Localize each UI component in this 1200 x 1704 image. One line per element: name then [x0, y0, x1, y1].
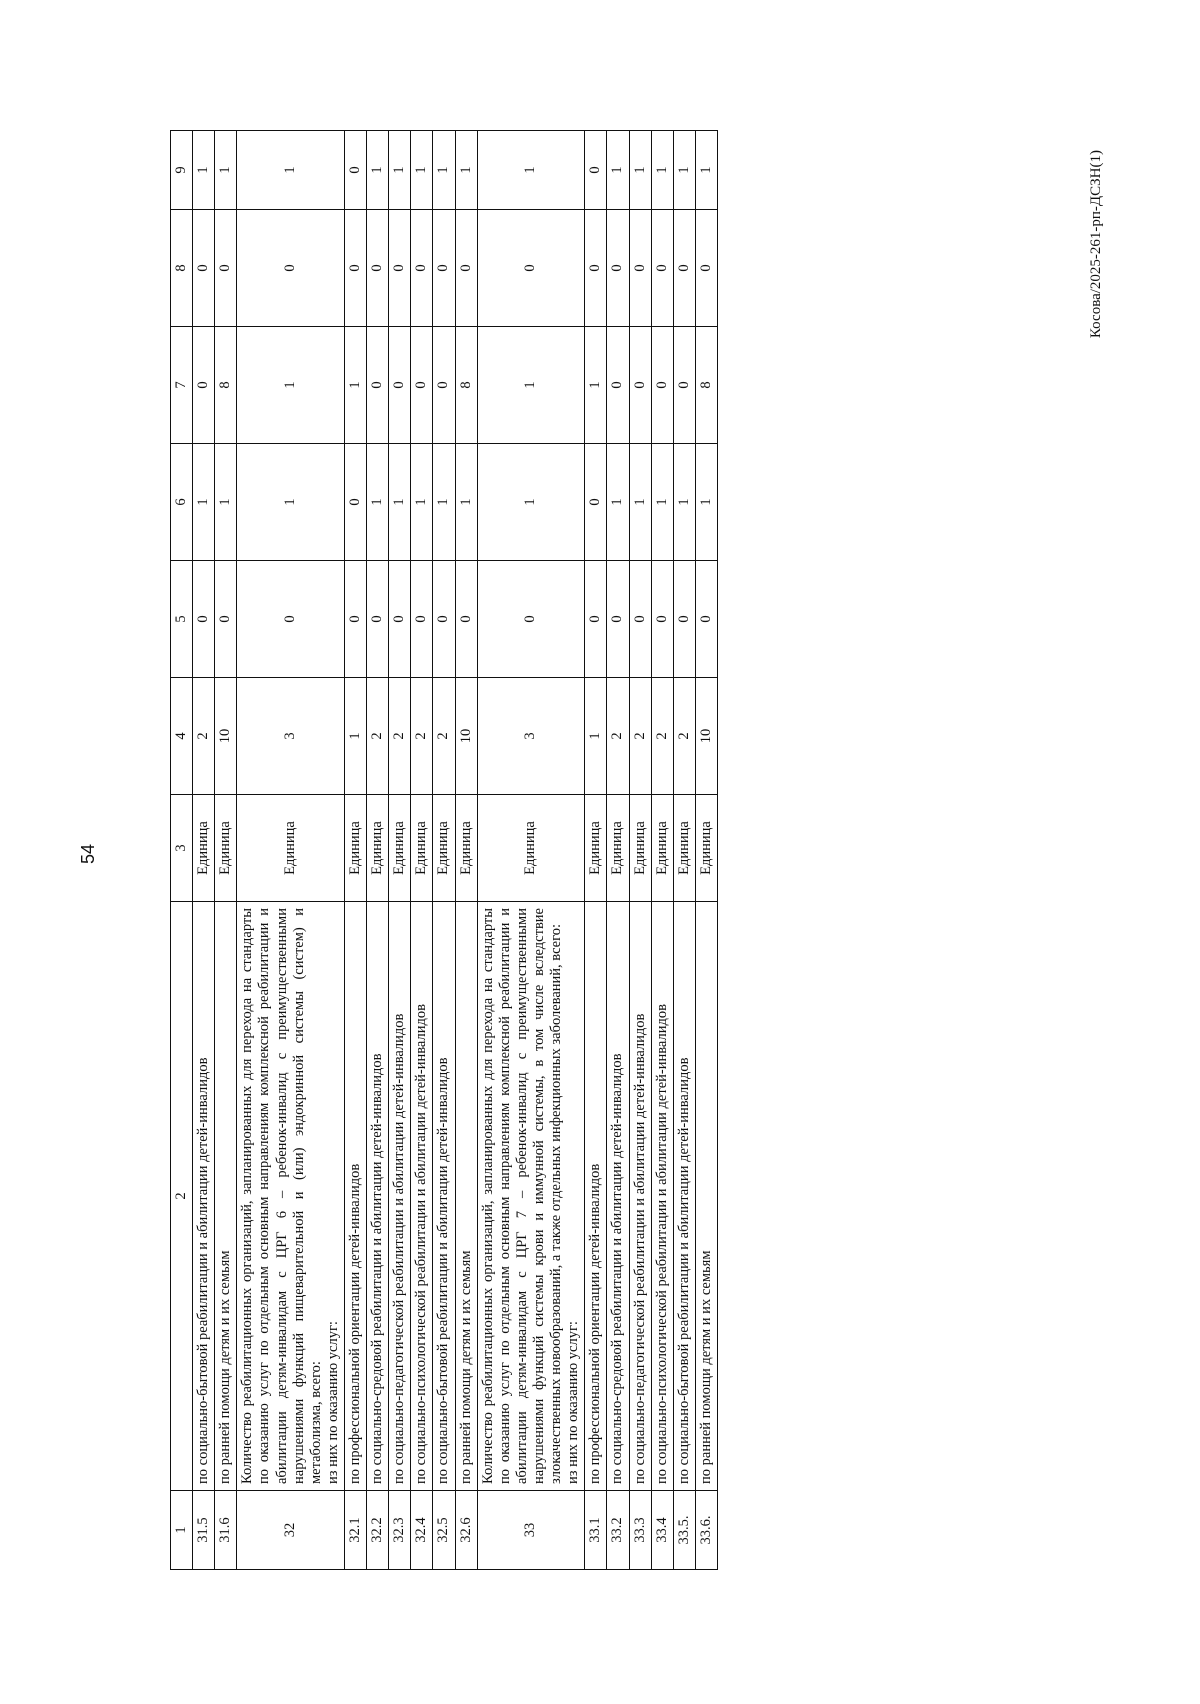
- description-cell: [215, 902, 237, 1491]
- value-cell-8: 0: [585, 210, 607, 327]
- value-cell-5: 0: [215, 561, 237, 678]
- value-cell-5: 0: [629, 561, 651, 678]
- value-cell-6: 1: [193, 444, 215, 561]
- value-cell-4: 2: [607, 678, 629, 795]
- value-cell-4: 2: [411, 678, 433, 795]
- table-row: [673, 131, 695, 1570]
- value-cell-4: 1: [344, 678, 366, 795]
- value-cell-7: 0: [433, 327, 455, 444]
- column-header-5: 5: [171, 561, 193, 678]
- value-cell-6: 1: [433, 444, 455, 561]
- value-cell-9: 0: [344, 131, 366, 210]
- value-cell-7: 0: [411, 327, 433, 444]
- value-cell-7: 8: [455, 327, 477, 444]
- value-cell-5: 0: [477, 561, 585, 678]
- value-cell-5: 0: [695, 561, 717, 678]
- unit-cell: Единица: [455, 795, 477, 902]
- row-number-cell: 33.4: [651, 1491, 673, 1570]
- unit-cell: Единица: [389, 795, 411, 902]
- value-cell-7: 0: [673, 327, 695, 444]
- value-cell-7: 0: [389, 327, 411, 444]
- value-cell-8: 0: [193, 210, 215, 327]
- unit-cell: Единица: [629, 795, 651, 902]
- value-cell-6: 1: [215, 444, 237, 561]
- value-cell-9: 1: [695, 131, 717, 210]
- value-cell-9: 1: [193, 131, 215, 210]
- value-cell-8: 0: [695, 210, 717, 327]
- value-cell-7: 0: [629, 327, 651, 444]
- description-text: Количество реабилитационных организаций, запланированных для перехода на стандарты по оказанию услуг по отдельным основным направлениям комплексной реабилитации и абилитации детям-инвалидам с ЦРГ 7 – ребенок-инвалид с преимущественными нарушениями функций системы крови и иммунной системы, в том числе вследствие злокачественных новообразований, а также отдельных инфекционных заболеваний, всего:: [479, 908, 565, 1484]
- value-cell-8: 0: [237, 210, 345, 327]
- description-cell: [455, 902, 477, 1491]
- row-number-cell: 32.6: [455, 1491, 477, 1570]
- value-cell-5: 0: [433, 561, 455, 678]
- unit-cell: Единица: [477, 795, 585, 902]
- value-cell-4: 2: [629, 678, 651, 795]
- table-row: [193, 131, 215, 1570]
- value-cell-8: 0: [389, 210, 411, 327]
- value-cell-6: 1: [411, 444, 433, 561]
- value-cell-8: 0: [367, 210, 389, 327]
- column-header-9: 9: [171, 131, 193, 210]
- description-text: по социально-бытовой реабилитации и абилитации детей-инвалидов: [435, 1057, 452, 1484]
- value-cell-8: 0: [673, 210, 695, 327]
- table-row: [607, 131, 629, 1570]
- description-text: по социально-психологической реабилитации и абилитации детей-инвалидов: [653, 1004, 670, 1484]
- page-number: 54: [78, 843, 98, 865]
- value-cell-6: 1: [607, 444, 629, 561]
- column-header-4: 4: [171, 678, 193, 795]
- value-cell-7: 8: [215, 327, 237, 444]
- description-subtext: из них по оказанию услуг:: [324, 1321, 341, 1484]
- value-cell-6: 1: [455, 444, 477, 561]
- value-cell-7: 0: [651, 327, 673, 444]
- description-text: по ранней помощи детям и их семьям: [697, 1250, 714, 1484]
- value-cell-6: 1: [477, 444, 585, 561]
- value-cell-5: 0: [673, 561, 695, 678]
- value-cell-8: 0: [477, 210, 585, 327]
- description-text: по социально-средовой реабилитации и абилитации детей-инвалидов: [369, 1053, 386, 1484]
- value-cell-8: 0: [411, 210, 433, 327]
- row-number-cell: 33.5.: [673, 1491, 695, 1570]
- unit-cell: Единица: [433, 795, 455, 902]
- value-cell-7: 0: [367, 327, 389, 444]
- value-cell-5: 0: [651, 561, 673, 678]
- description-text: по социально-средовой реабилитации и абилитации детей-инвалидов: [609, 1053, 626, 1484]
- description-text: по ранней помощи детям и их семьям: [217, 1250, 234, 1484]
- value-cell-9: 1: [433, 131, 455, 210]
- table-row: [455, 131, 477, 1570]
- table-row: [585, 131, 607, 1570]
- column-header-2: 2: [171, 902, 193, 1491]
- value-cell-5: 0: [193, 561, 215, 678]
- row-number-cell: 33.1: [585, 1491, 607, 1570]
- description-text: по социально-бытовой реабилитации и абилитации детей-инвалидов: [675, 1057, 692, 1484]
- row-number-cell: 31.5: [193, 1491, 215, 1570]
- table-row: [651, 131, 673, 1570]
- value-cell-6: 1: [651, 444, 673, 561]
- value-cell-6: 0: [344, 444, 366, 561]
- value-cell-4: 2: [367, 678, 389, 795]
- value-cell-8: 0: [433, 210, 455, 327]
- value-cell-9: 1: [673, 131, 695, 210]
- description-cell: [344, 902, 366, 1491]
- table-row: [344, 131, 366, 1570]
- value-cell-4: 2: [673, 678, 695, 795]
- row-number-cell: 33: [477, 1491, 585, 1570]
- table-body: [193, 131, 718, 1570]
- unit-cell: Единица: [585, 795, 607, 902]
- value-cell-8: 0: [629, 210, 651, 327]
- value-cell-9: 0: [585, 131, 607, 210]
- row-number-cell: 32: [237, 1491, 345, 1570]
- value-cell-5: 0: [585, 561, 607, 678]
- value-cell-8: 0: [215, 210, 237, 327]
- description-cell: [673, 902, 695, 1491]
- row-number-cell: 32.2: [367, 1491, 389, 1570]
- description-cell: [629, 902, 651, 1491]
- value-cell-6: 0: [585, 444, 607, 561]
- value-cell-6: 1: [629, 444, 651, 561]
- value-cell-4: 3: [237, 678, 345, 795]
- value-cell-4: 2: [193, 678, 215, 795]
- row-number-cell: 32.1: [344, 1491, 366, 1570]
- value-cell-9: 1: [411, 131, 433, 210]
- value-cell-5: 0: [389, 561, 411, 678]
- value-cell-7: 1: [585, 327, 607, 444]
- table-row: [411, 131, 433, 1570]
- description-text: по социально-педагогической реабилитации и абилитации детей-инвалидов: [391, 1013, 408, 1484]
- value-cell-6: 1: [389, 444, 411, 561]
- value-cell-4: 3: [477, 678, 585, 795]
- row-number-cell: 33.2: [607, 1491, 629, 1570]
- description-cell: [411, 902, 433, 1491]
- value-cell-7: 1: [237, 327, 345, 444]
- value-cell-5: 0: [411, 561, 433, 678]
- unit-cell: Единица: [607, 795, 629, 902]
- column-header-1: 1: [171, 1491, 193, 1570]
- value-cell-9: 1: [607, 131, 629, 210]
- value-cell-5: 0: [367, 561, 389, 678]
- description-cell: [367, 902, 389, 1491]
- value-cell-4: 1: [585, 678, 607, 795]
- unit-cell: Единица: [651, 795, 673, 902]
- value-cell-7: 1: [477, 327, 585, 444]
- value-cell-5: 0: [607, 561, 629, 678]
- description-text: по ранней помощи детям и их семьям: [457, 1250, 474, 1484]
- value-cell-4: 2: [651, 678, 673, 795]
- column-header-8: 8: [171, 210, 193, 327]
- value-cell-5: 0: [237, 561, 345, 678]
- value-cell-9: 1: [651, 131, 673, 210]
- unit-cell: Единица: [193, 795, 215, 902]
- value-cell-9: 1: [367, 131, 389, 210]
- table-row: [389, 131, 411, 1570]
- value-cell-9: 1: [389, 131, 411, 210]
- row-number-cell: 31.6: [215, 1491, 237, 1570]
- value-cell-4: 10: [215, 678, 237, 795]
- description-subtext: из них по оказанию услуг:: [565, 1321, 582, 1484]
- description-cell: [389, 902, 411, 1491]
- column-header-3: 3: [171, 795, 193, 902]
- value-cell-5: 0: [455, 561, 477, 678]
- unit-cell: Единица: [237, 795, 345, 902]
- value-cell-9: 1: [477, 131, 585, 210]
- row-number-cell: 32.4: [411, 1491, 433, 1570]
- row-number-cell: 33.3: [629, 1491, 651, 1570]
- value-cell-8: 0: [344, 210, 366, 327]
- table-header-row: [171, 131, 193, 1570]
- description-cell: [237, 902, 345, 1491]
- table-row: [367, 131, 389, 1570]
- table-row: [215, 131, 237, 1570]
- description-cell: [607, 902, 629, 1491]
- value-cell-9: 1: [455, 131, 477, 210]
- value-cell-9: 1: [237, 131, 345, 210]
- description-text: Количество реабилитационных организаций, запланированных для перехода на стандарты по оказанию услуг по отдельным основным направлениям комплексной реабилитации и абилитации детям-инвалидам с ЦРГ 6 – ребенок-инвалид с преимущественными нарушениями функций пищеварительной и (или) эндокринной системы (систем) и метаболизма, всего:: [239, 908, 324, 1484]
- value-cell-5: 0: [344, 561, 366, 678]
- row-number-cell: 32.3: [389, 1491, 411, 1570]
- value-cell-4: 2: [433, 678, 455, 795]
- value-cell-7: 0: [193, 327, 215, 444]
- value-cell-7: 1: [344, 327, 366, 444]
- value-cell-6: 1: [673, 444, 695, 561]
- value-cell-7: 0: [607, 327, 629, 444]
- value-cell-4: 10: [695, 678, 717, 795]
- table-row: [629, 131, 651, 1570]
- data-table: [170, 130, 718, 1570]
- description-text: по социально-бытовой реабилитации и абилитации детей-инвалидов: [195, 1057, 212, 1484]
- table-row: [237, 131, 345, 1570]
- description-cell: [651, 902, 673, 1491]
- value-cell-4: 10: [455, 678, 477, 795]
- row-number-cell: 33.6.: [695, 1491, 717, 1570]
- value-cell-6: 1: [237, 444, 345, 561]
- description-text: по профессиональной ориентации детей-инвалидов: [587, 1163, 604, 1484]
- description-cell: [433, 902, 455, 1491]
- description-text: по социально-психологической реабилитации и абилитации детей-инвалидов: [413, 1004, 430, 1484]
- unit-cell: Единица: [215, 795, 237, 902]
- table-row: [477, 131, 585, 1570]
- description-cell: [477, 902, 585, 1491]
- description-text: по социально-педагогической реабилитации и абилитации детей-инвалидов: [631, 1013, 648, 1484]
- unit-cell: Единица: [344, 795, 366, 902]
- value-cell-6: 1: [695, 444, 717, 561]
- value-cell-7: 8: [695, 327, 717, 444]
- description-text: по профессиональной ориентации детей-инвалидов: [346, 1163, 363, 1484]
- unit-cell: Единица: [411, 795, 433, 902]
- unit-cell: Единица: [673, 795, 695, 902]
- value-cell-4: 2: [389, 678, 411, 795]
- value-cell-8: 0: [651, 210, 673, 327]
- value-cell-9: 1: [629, 131, 651, 210]
- description-cell: [585, 902, 607, 1491]
- column-header-7: 7: [171, 327, 193, 444]
- table-row: [433, 131, 455, 1570]
- row-number-cell: 32.5: [433, 1491, 455, 1570]
- table-row: [695, 131, 717, 1570]
- unit-cell: Единица: [695, 795, 717, 902]
- unit-cell: Единица: [367, 795, 389, 902]
- column-header-6: 6: [171, 444, 193, 561]
- description-cell: [193, 902, 215, 1491]
- value-cell-6: 1: [367, 444, 389, 561]
- description-cell: [695, 902, 717, 1491]
- value-cell-8: 0: [455, 210, 477, 327]
- document-reference: Косова/2025-261-рп-ДСЗН(1): [1088, 150, 1104, 339]
- value-cell-8: 0: [607, 210, 629, 327]
- value-cell-9: 1: [215, 131, 237, 210]
